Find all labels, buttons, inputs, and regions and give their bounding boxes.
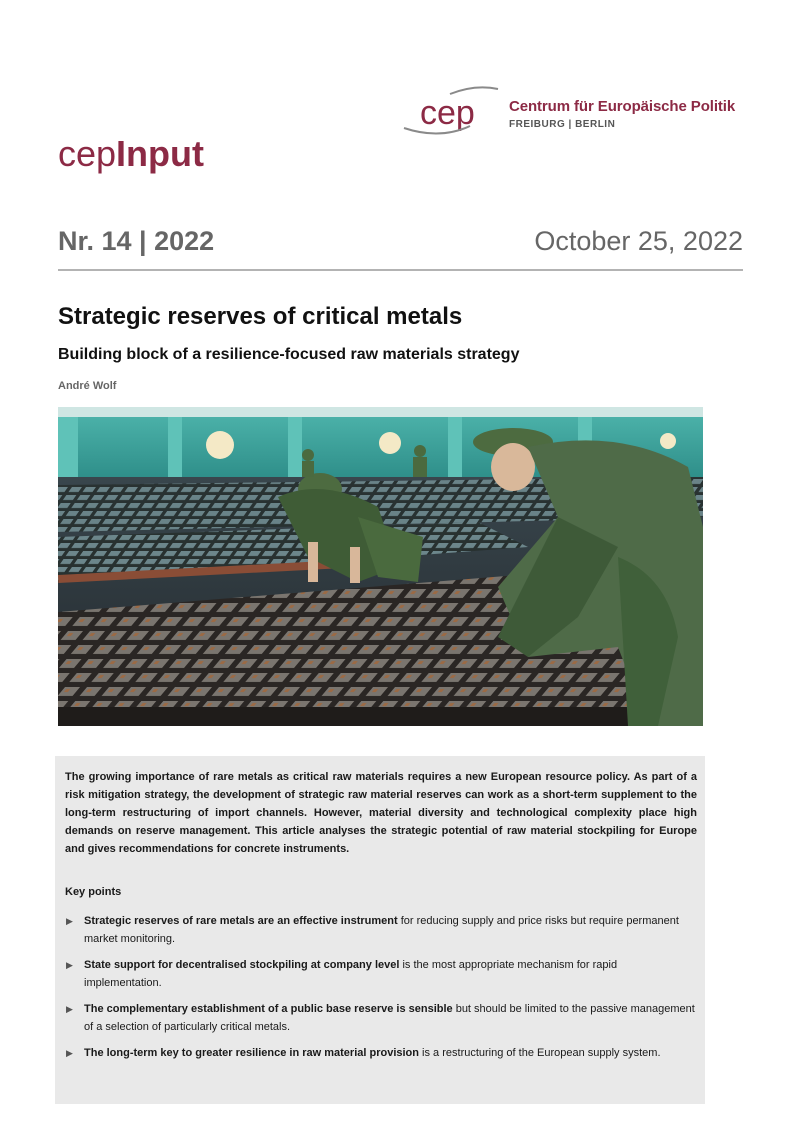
logo-organization-name: Centrum für Europäische Politik <box>509 98 736 115</box>
summary-box <box>55 756 705 1104</box>
key-point-item: ▶ The complementary establishment of a public base reserve is sensible but should be limited to the passive management of a selection of particularly critical metals. <box>65 1000 697 1036</box>
logo-cities: FREIBURG | BERLIN <box>509 119 616 130</box>
cep-logo-mark <box>400 84 505 144</box>
key-points-heading: Key points <box>65 886 122 898</box>
author: André Wolf <box>58 380 117 392</box>
series-prefix: cep <box>58 133 117 174</box>
cover-photo-illustration <box>58 407 703 726</box>
triangle-bullet-icon: ▶ <box>66 1004 73 1014</box>
triangle-bullet-icon: ▶ <box>66 960 73 970</box>
abstract-text: The growing importance of rare metals as critical raw materials requires a new European resource policy. As part of a risk mitigation strategy, the development of strategic raw material reserves can work as a short-term supplement to the long-term restructuring of import channels. However, material diversity and technological complexity place high demands on reserve management. This article analyses the strategic potential of raw material stockpiling for Europe and gives recommendations for concrete instruments. <box>65 771 697 855</box>
logo-short: cep <box>420 94 475 132</box>
triangle-bullet-icon: ▶ <box>66 1048 73 1058</box>
series-name: Input <box>116 133 205 174</box>
page-subtitle: Building block of a resilience-focused raw materials strategy <box>58 346 520 363</box>
cover-photo <box>58 407 703 726</box>
key-point-item: ▶ The long-term key to greater resilience in raw material provision is a restructuring of the European supply system. <box>65 1044 697 1062</box>
series-title <box>58 133 204 175</box>
key-point-item: ▶ Strategic reserves of rare metals are an effective instrument for reducing supply and price risks but require permanent market monitoring. <box>65 912 697 948</box>
publication-date: October 25, 2022 <box>534 226 743 256</box>
key-point-item: ▶ State support for decentralised stockpiling at company level is the most appropriate mechanism for rapid implementation. <box>65 956 697 992</box>
key-points-list <box>65 912 697 1070</box>
issue-number: Nr. 14 | 2022 <box>58 226 215 256</box>
cep-logo <box>400 84 760 144</box>
page-title: Strategic reserves of critical metals <box>58 303 463 330</box>
triangle-bullet-icon: ▶ <box>66 916 73 926</box>
header-divider <box>58 269 743 271</box>
